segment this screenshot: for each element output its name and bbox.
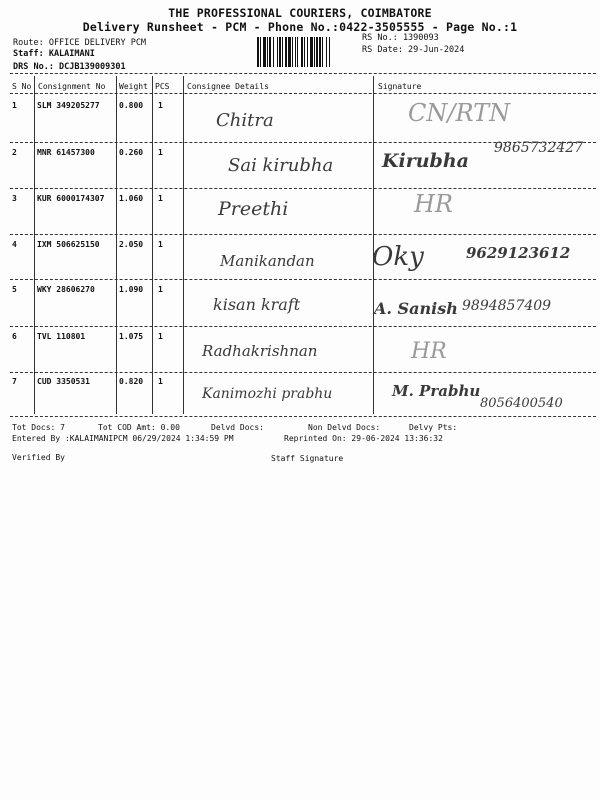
barcode-bar	[310, 37, 313, 67]
barcode	[257, 37, 357, 67]
col-header-weight: Weight	[119, 82, 148, 91]
barcode-bar	[285, 37, 287, 67]
row-signature: CN/RTN	[408, 99, 511, 127]
row-sno: 6	[12, 332, 17, 341]
barcode-bar	[326, 37, 327, 67]
row-divider	[10, 372, 596, 373]
row-weight: 1.060	[119, 194, 144, 203]
column-divider	[116, 76, 117, 414]
row-divider	[10, 326, 596, 327]
row-weight: 0.820	[119, 377, 144, 386]
delvy-pts: Delvy Pts:	[409, 423, 458, 432]
row-divider	[10, 188, 596, 189]
row-sno: 7	[12, 377, 17, 386]
row-weight: 0.800	[119, 101, 144, 110]
barcode-bar	[263, 37, 266, 67]
row-consignee: Radhakrishnan	[202, 342, 318, 360]
barcode-bar	[269, 37, 271, 67]
row-consignee: Manikandan	[220, 252, 315, 270]
row-consignee: Kanimozhi prabhu	[202, 386, 333, 402]
row-pcs: 1	[158, 194, 163, 203]
row-phone: 9865732427	[494, 140, 584, 156]
row-weight: 2.050	[119, 240, 144, 249]
row-weight: 0.260	[119, 148, 144, 157]
col-header-pcs: PCS	[155, 82, 170, 91]
non-delvd-docs: Non Delvd Docs:	[308, 423, 381, 432]
barcode-bar	[322, 37, 323, 67]
row-signature: Kirubha	[382, 150, 469, 172]
barcode-bar	[319, 37, 321, 67]
row-weight: 1.090	[119, 285, 144, 294]
row-phone: 8056400540	[480, 396, 563, 411]
drs-number: DRS No.: DCJB139009301	[13, 62, 126, 72]
col-header-signature: Signature	[378, 82, 422, 91]
row-sno: 2	[12, 148, 17, 157]
row-divider	[10, 279, 596, 280]
row-consignment: WKY 28606270	[37, 285, 95, 294]
route-label: Route: OFFICE DELIVERY PCM	[13, 38, 147, 48]
staff-signature-label: Staff Signature	[271, 454, 344, 463]
row-consignment: TVL 110801	[37, 332, 86, 341]
barcode-bar	[295, 37, 296, 67]
barcode-bar	[301, 37, 303, 67]
row-consignee: Chitra	[216, 110, 274, 131]
row-consignment: CUD 3350531	[37, 377, 90, 386]
row-consignment: IXM 506625150	[37, 240, 100, 249]
tot-docs: Tot Docs: 7	[12, 423, 65, 432]
row-sno: 5	[12, 285, 17, 294]
table-header-border	[10, 93, 596, 94]
barcode-bar	[292, 37, 293, 67]
barcode-bar	[304, 37, 305, 67]
staff-label: Staff: KALAIMANI	[13, 49, 95, 59]
row-phone: 9629123612	[466, 244, 571, 262]
barcode-bar	[277, 37, 278, 67]
row-consignment: MNR 61457300	[37, 148, 95, 157]
barcode-bar	[279, 37, 281, 67]
row-pcs: 1	[158, 377, 163, 386]
barcode-bar	[260, 37, 261, 67]
row-divider	[10, 234, 596, 235]
barcode-bar	[273, 37, 274, 67]
row-consignee: Sai kirubha	[228, 155, 334, 176]
row-sno: 4	[12, 240, 17, 249]
row-signature: HR	[414, 190, 453, 218]
row-phone: 9894857409	[462, 298, 552, 314]
row-weight: 1.075	[119, 332, 144, 341]
barcode-bar	[288, 37, 291, 67]
verified-by-label: Verified By	[12, 453, 65, 462]
row-consignment: SLM 349205277	[37, 101, 100, 110]
table-bottom-border	[10, 416, 596, 417]
row-signature: A. Sanish	[374, 299, 458, 318]
row-pcs: 1	[158, 332, 163, 341]
barcode-bar	[267, 37, 268, 67]
row-signature: Oky	[372, 242, 424, 272]
table-top-border	[10, 73, 596, 74]
row-pcs: 1	[158, 285, 163, 294]
row-sno: 1	[12, 101, 17, 110]
column-divider	[183, 76, 184, 414]
barcode-bar	[329, 37, 330, 67]
barcode-bar	[314, 37, 315, 67]
barcode-bar	[257, 37, 259, 67]
row-consignment: KUR 6000174307	[37, 194, 105, 203]
row-consignee: kisan kraft	[213, 295, 301, 314]
row-pcs: 1	[158, 148, 163, 157]
tot-cod-amt: Tot COD Amt: 0.00	[98, 423, 180, 432]
column-divider	[152, 76, 153, 414]
barcode-bar	[282, 37, 283, 67]
row-consignee: Preethi	[218, 198, 289, 220]
row-signature: HR	[411, 339, 447, 364]
col-header-sno: S No	[12, 82, 32, 91]
barcode-bar	[316, 37, 318, 67]
delvd-docs: Delvd Docs:	[211, 423, 264, 432]
row-signature: M. Prabhu	[392, 382, 481, 400]
runsheet-subtitle: Delivery Runsheet - PCM - Phone No.:0422-3505555 - Page No.:1	[82, 20, 518, 34]
barcode-bar	[307, 37, 308, 67]
row-pcs: 1	[158, 101, 163, 110]
barcode-bar	[297, 37, 298, 67]
reprinted-on: Reprinted On: 29-06-2024 13:36:32	[284, 434, 443, 443]
column-divider	[34, 76, 35, 414]
row-sno: 3	[12, 194, 17, 203]
company-title: THE PROFESSIONAL COURIERS, COIMBATORE	[168, 6, 432, 20]
col-header-consignment: Consignment No	[38, 82, 106, 91]
entered-by: Entered By :KALAIMANIPCM 06/29/2024 1:34:59 PM	[12, 434, 234, 443]
col-header-consignee: Consignee Details	[187, 82, 269, 91]
rs-date: RS Date: 29-Jun-2024	[362, 45, 465, 55]
rs-number: RS No.: 1390093	[362, 33, 439, 43]
row-pcs: 1	[158, 240, 163, 249]
